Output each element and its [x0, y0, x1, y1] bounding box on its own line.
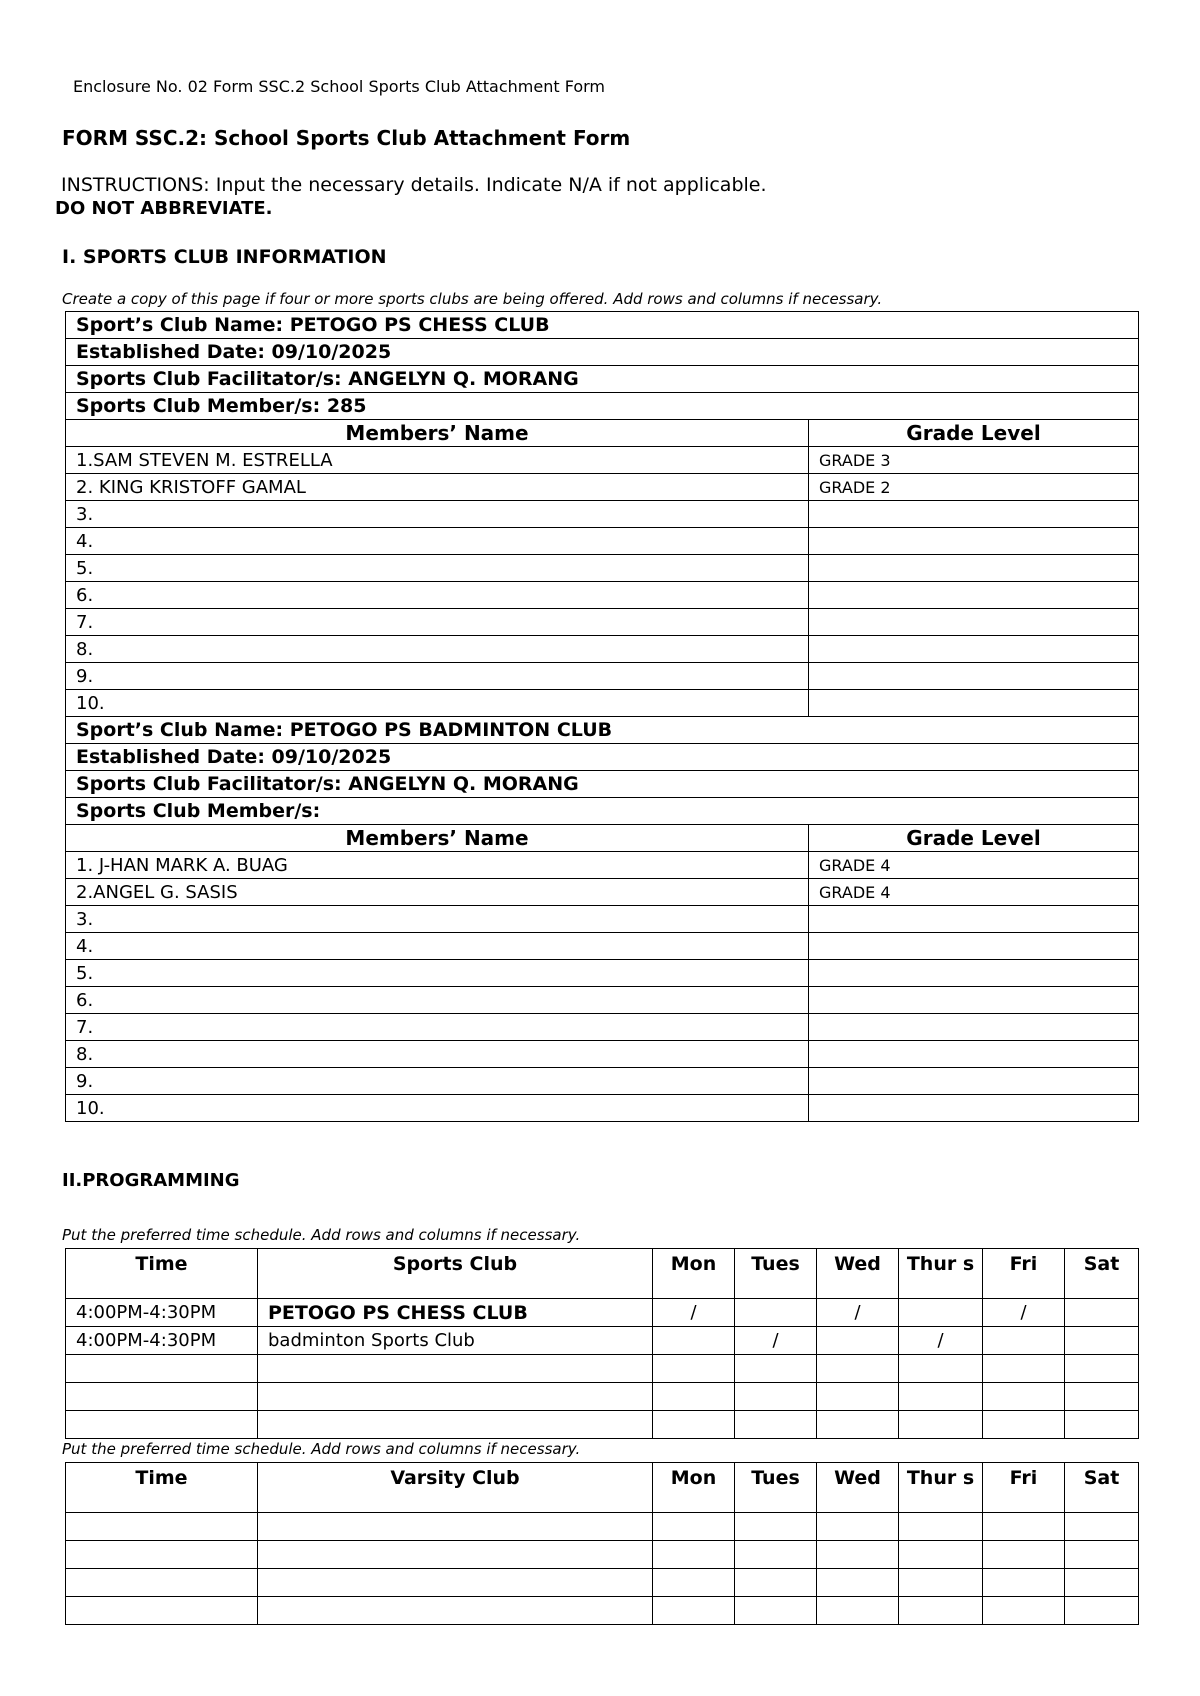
member-name-field[interactable]: 7.	[66, 609, 809, 636]
day-check-cell[interactable]	[735, 1597, 817, 1625]
member-row	[66, 501, 1139, 528]
day-check-cell[interactable]	[653, 1597, 735, 1625]
time-field[interactable]	[66, 1597, 258, 1625]
facilitator-field[interactable]: Sports Club Facilitator/s: ANGELYN Q. MORANG	[66, 771, 1139, 798]
club-name-field[interactable]: Sport’s Club Name: PETOGO PS CHESS CLUB	[66, 312, 1139, 339]
varsity-club-schedule-table	[65, 1462, 1139, 1625]
member-name-field[interactable]: 5.	[66, 960, 809, 987]
member-row	[66, 960, 1139, 987]
day-check-cell[interactable]: /	[817, 1299, 899, 1327]
day-check-cell[interactable]	[735, 1569, 817, 1597]
day-check-cell[interactable]	[1065, 1411, 1139, 1439]
day-check-cell[interactable]	[817, 1383, 899, 1411]
day-check-cell[interactable]	[653, 1383, 735, 1411]
member-grade-field[interactable]	[809, 987, 1139, 1014]
member-grade-field[interactable]	[809, 1041, 1139, 1068]
schedule-note: Put the preferred time schedule. Add rows and columns if necessary.	[62, 1226, 581, 1244]
member-grade-field[interactable]	[809, 933, 1139, 960]
varsity-column-header: Wed	[817, 1463, 899, 1513]
schedule-column-header: Sat	[1065, 1249, 1139, 1299]
member-row	[66, 1095, 1139, 1122]
member-row	[66, 582, 1139, 609]
time-field[interactable]	[66, 1569, 258, 1597]
member-row	[66, 1068, 1139, 1095]
day-check-cell[interactable]	[899, 1541, 983, 1569]
day-check-cell[interactable]	[899, 1513, 983, 1541]
club-field[interactable]	[258, 1411, 653, 1439]
facilitator-field[interactable]: Sports Club Facilitator/s: ANGELYN Q. MORANG	[66, 366, 1139, 393]
member-row	[66, 987, 1139, 1014]
member-name-field[interactable]: 2. KING KRISTOFF GAMAL	[66, 474, 809, 501]
member-name-field[interactable]: 9.	[66, 1068, 809, 1095]
time-field[interactable]: 4:00PM-4:30PM	[66, 1327, 258, 1355]
day-check-cell[interactable]	[817, 1327, 899, 1355]
member-count-field[interactable]: Sports Club Member/s: 285	[66, 393, 1139, 420]
day-check-cell[interactable]: /	[653, 1299, 735, 1327]
day-check-cell[interactable]	[899, 1411, 983, 1439]
schedule-row	[66, 1411, 1139, 1439]
day-check-cell[interactable]	[653, 1569, 735, 1597]
day-check-cell[interactable]	[983, 1383, 1065, 1411]
day-check-cell[interactable]	[899, 1569, 983, 1597]
club-info-row	[66, 717, 1139, 744]
club-info-row	[66, 798, 1139, 825]
member-grade-field[interactable]	[809, 528, 1139, 555]
members-header-row	[66, 420, 1139, 447]
member-grade-field[interactable]	[809, 501, 1139, 528]
day-check-cell[interactable]	[817, 1355, 899, 1383]
club-field[interactable]: PETOGO PS CHESS CLUB	[258, 1299, 653, 1327]
day-check-cell[interactable]	[653, 1513, 735, 1541]
club-info-row	[66, 366, 1139, 393]
member-grade-field[interactable]	[809, 690, 1139, 717]
day-check-cell[interactable]	[1065, 1355, 1139, 1383]
member-grade-field[interactable]	[809, 582, 1139, 609]
member-grade-field[interactable]	[809, 906, 1139, 933]
day-check-cell[interactable]	[983, 1597, 1065, 1625]
member-grade-field[interactable]	[809, 1068, 1139, 1095]
schedule-column-header: Mon	[653, 1249, 735, 1299]
club-field[interactable]	[258, 1355, 653, 1383]
varsity-row	[66, 1569, 1139, 1597]
day-check-cell[interactable]	[817, 1411, 899, 1439]
time-field[interactable]	[66, 1383, 258, 1411]
section-1-title: I. SPORTS CLUB INFORMATION	[62, 246, 387, 268]
day-check-cell[interactable]	[983, 1541, 1065, 1569]
members-header-row	[66, 825, 1139, 852]
member-grade-field[interactable]	[809, 1095, 1139, 1122]
club-field[interactable]	[258, 1597, 653, 1625]
day-check-cell[interactable]: /	[735, 1327, 817, 1355]
schedule-header-row	[66, 1249, 1139, 1299]
established-date-field[interactable]: Established Date: 09/10/2025	[66, 744, 1139, 771]
day-check-cell[interactable]	[983, 1355, 1065, 1383]
member-grade-field[interactable]: GRADE 4	[809, 879, 1139, 906]
day-check-cell[interactable]	[899, 1299, 983, 1327]
schedule-row	[66, 1355, 1139, 1383]
member-row	[66, 555, 1139, 582]
day-check-cell[interactable]: /	[983, 1299, 1065, 1327]
day-check-cell[interactable]	[735, 1355, 817, 1383]
members-name-header: Members’ Name	[66, 825, 809, 852]
day-check-cell[interactable]	[983, 1411, 1065, 1439]
schedule-column-header: Time	[66, 1249, 258, 1299]
time-field[interactable]	[66, 1355, 258, 1383]
varsity-row	[66, 1513, 1139, 1541]
member-name-field[interactable]: 4.	[66, 528, 809, 555]
schedule-column-header: Fri	[983, 1249, 1065, 1299]
day-check-cell[interactable]	[1065, 1383, 1139, 1411]
day-check-cell[interactable]	[1065, 1569, 1139, 1597]
member-row	[66, 906, 1139, 933]
member-name-field[interactable]: 1. J-HAN MARK A. BUAG	[66, 852, 809, 879]
club-info-row	[66, 393, 1139, 420]
member-row	[66, 1014, 1139, 1041]
day-check-cell[interactable]	[899, 1597, 983, 1625]
section-2-title: II.PROGRAMMING	[62, 1170, 240, 1191]
club-field[interactable]: badminton Sports Club	[258, 1327, 653, 1355]
varsity-column-header: Tues	[735, 1463, 817, 1513]
day-check-cell[interactable]	[817, 1513, 899, 1541]
day-check-cell[interactable]	[653, 1541, 735, 1569]
day-check-cell[interactable]	[735, 1383, 817, 1411]
day-check-cell[interactable]	[1065, 1299, 1139, 1327]
day-check-cell[interactable]	[817, 1541, 899, 1569]
member-grade-field[interactable]	[809, 663, 1139, 690]
club-info-row	[66, 744, 1139, 771]
member-name-field[interactable]: 3.	[66, 501, 809, 528]
day-check-cell[interactable]	[899, 1355, 983, 1383]
do-not-abbreviate-text: DO NOT ABBREVIATE.	[55, 198, 273, 219]
day-check-cell[interactable]	[983, 1513, 1065, 1541]
member-grade-field[interactable]	[809, 1014, 1139, 1041]
day-check-cell[interactable]	[1065, 1541, 1139, 1569]
member-grade-field[interactable]: GRADE 2	[809, 474, 1139, 501]
day-check-cell[interactable]	[817, 1569, 899, 1597]
member-name-field[interactable]: 4.	[66, 933, 809, 960]
varsity-column-header: Sat	[1065, 1463, 1139, 1513]
varsity-column-header: Fri	[983, 1463, 1065, 1513]
member-row	[66, 609, 1139, 636]
day-check-cell[interactable]	[983, 1327, 1065, 1355]
section-1-note: Create a copy of this page if four or more sports clubs are being offered. Add rows and columns if necessary.	[62, 290, 883, 308]
member-grade-field[interactable]: GRADE 4	[809, 852, 1139, 879]
schedule-column-header: Thur s	[899, 1249, 983, 1299]
schedule-column-header: Tues	[735, 1249, 817, 1299]
club-field[interactable]	[258, 1569, 653, 1597]
member-row	[66, 474, 1139, 501]
member-name-field[interactable]: 5.	[66, 555, 809, 582]
member-row	[66, 1041, 1139, 1068]
day-check-cell[interactable]	[983, 1569, 1065, 1597]
day-check-cell[interactable]	[653, 1355, 735, 1383]
schedule-row	[66, 1327, 1139, 1355]
day-check-cell[interactable]	[1065, 1327, 1139, 1355]
varsity-column-header: Thur s	[899, 1463, 983, 1513]
day-check-cell[interactable]	[735, 1513, 817, 1541]
member-name-field[interactable]: 10.	[66, 1095, 809, 1122]
varsity-row	[66, 1541, 1139, 1569]
member-grade-field[interactable]	[809, 636, 1139, 663]
member-row	[66, 636, 1139, 663]
schedule-column-header: Wed	[817, 1249, 899, 1299]
member-name-field[interactable]: 9.	[66, 663, 809, 690]
member-row	[66, 879, 1139, 906]
instructions-text: INSTRUCTIONS: Input the necessary details. Indicate N/A if not applicable.	[61, 174, 767, 196]
members-name-header: Members’ Name	[66, 420, 809, 447]
schedule-column-header: Sports Club	[258, 1249, 653, 1299]
day-check-cell[interactable]	[1065, 1513, 1139, 1541]
club-field[interactable]	[258, 1383, 653, 1411]
member-name-field[interactable]: 6.	[66, 582, 809, 609]
schedule-row	[66, 1299, 1139, 1327]
varsity-schedule-note: Put the preferred time schedule. Add rows and columns if necessary.	[62, 1440, 581, 1458]
club-info-row	[66, 312, 1139, 339]
time-field[interactable]	[66, 1513, 258, 1541]
member-name-field[interactable]: 7.	[66, 1014, 809, 1041]
member-row	[66, 447, 1139, 474]
member-row	[66, 663, 1139, 690]
time-field[interactable]	[66, 1411, 258, 1439]
varsity-column-header: Mon	[653, 1463, 735, 1513]
club-field[interactable]	[258, 1513, 653, 1541]
club-info-row	[66, 771, 1139, 798]
enclosure-label: Enclosure No. 02 Form SSC.2 School Sports Club Attachment Form	[73, 77, 605, 96]
grade-level-header: Grade Level	[809, 420, 1139, 447]
schedule-row	[66, 1383, 1139, 1411]
club-field[interactable]	[258, 1541, 653, 1569]
member-name-field[interactable]: 1.SAM STEVEN M. ESTRELLA	[66, 447, 809, 474]
club-info-row	[66, 339, 1139, 366]
member-name-field[interactable]: 2.ANGEL G. SASIS	[66, 879, 809, 906]
member-grade-field[interactable]	[809, 609, 1139, 636]
day-check-cell[interactable]	[653, 1411, 735, 1439]
member-grade-field[interactable]	[809, 555, 1139, 582]
club-name-field[interactable]: Sport’s Club Name: PETOGO PS BADMINTON CLUB	[66, 717, 1139, 744]
member-name-field[interactable]: 10.	[66, 690, 809, 717]
day-check-cell[interactable]	[899, 1383, 983, 1411]
time-field[interactable]: 4:00PM-4:30PM	[66, 1299, 258, 1327]
member-row	[66, 690, 1139, 717]
established-date-field[interactable]: Established Date: 09/10/2025	[66, 339, 1139, 366]
member-grade-field[interactable]: GRADE 3	[809, 447, 1139, 474]
day-check-cell[interactable]	[817, 1597, 899, 1625]
member-row	[66, 528, 1139, 555]
sports-club-schedule-table	[65, 1248, 1139, 1439]
day-check-cell[interactable]: /	[899, 1327, 983, 1355]
varsity-header-row	[66, 1463, 1139, 1513]
member-name-field[interactable]: 8.	[66, 636, 809, 663]
grade-level-header: Grade Level	[809, 825, 1139, 852]
member-name-field[interactable]: 3.	[66, 906, 809, 933]
varsity-row	[66, 1597, 1139, 1625]
member-count-field[interactable]: Sports Club Member/s:	[66, 798, 1139, 825]
day-check-cell[interactable]	[653, 1327, 735, 1355]
member-grade-field[interactable]	[809, 960, 1139, 987]
member-name-field[interactable]: 8.	[66, 1041, 809, 1068]
form-title: FORM SSC.2: School Sports Club Attachment Form	[62, 126, 631, 150]
day-check-cell[interactable]	[735, 1411, 817, 1439]
member-name-field[interactable]: 6.	[66, 987, 809, 1014]
varsity-column-header: Varsity Club	[258, 1463, 653, 1513]
varsity-column-header: Time	[66, 1463, 258, 1513]
day-check-cell[interactable]	[735, 1299, 817, 1327]
member-row	[66, 933, 1139, 960]
member-row	[66, 852, 1139, 879]
time-field[interactable]	[66, 1541, 258, 1569]
sports-club-info-table	[65, 311, 1139, 1122]
day-check-cell[interactable]	[735, 1541, 817, 1569]
day-check-cell[interactable]	[1065, 1597, 1139, 1625]
